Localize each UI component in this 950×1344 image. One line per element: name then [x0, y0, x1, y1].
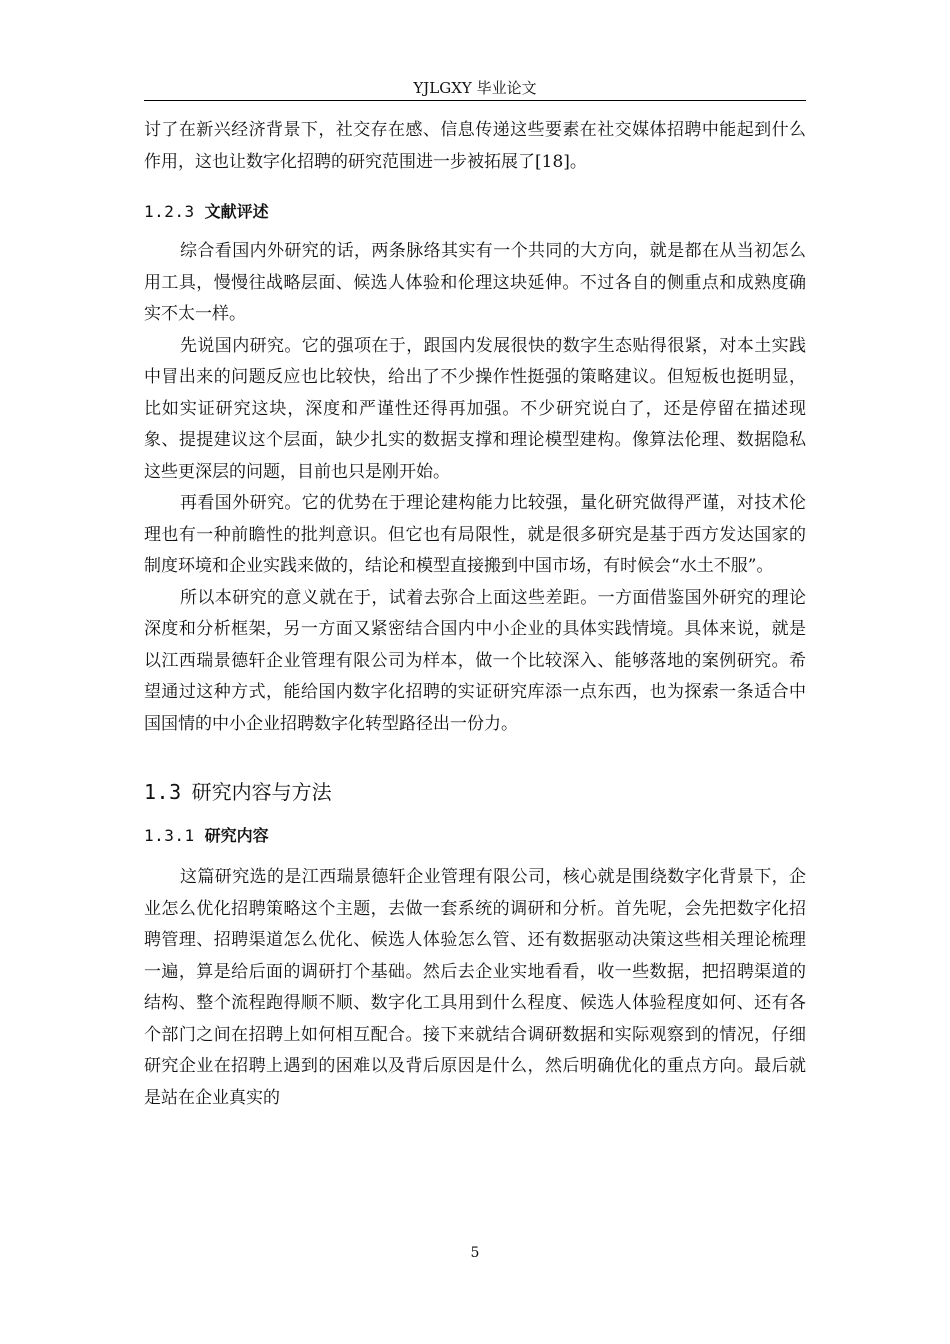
- section-number: 1.3.1: [144, 826, 195, 845]
- paragraph-review-significance: 所以本研究的意义就在于，试着去弥合上面这些差距。一方面借鉴国外研究的理论深度和分析框架，另一方面又紧密结合国内中小企业的具体实践情境。具体来说，就是以江西瑞景德轩企业管理有限公司为样本，做一个比较深入、能够落地的案例研究。希望通过这种方式，能给国内数字化招聘的实证研究库添一点东西，也为探索一条适合中国国情的中小企业招聘数字化转型路径出一份力。: [144, 587, 806, 734]
- section-title: 研究内容: [204, 826, 269, 845]
- paragraph-continued: 讨了在新兴经济背景下，社交存在感、信息传递这些要素在社交媒体招聘中能起到什么作用，这也让数字化招聘的研究范围进一步被拓展了[18]。: [144, 120, 806, 172]
- section-title: 文献评述: [204, 202, 269, 221]
- running-header-title: YJLGXY 毕业论文: [413, 79, 537, 97]
- section-number: 1.3: [144, 780, 182, 804]
- section-number: 1.2.3: [144, 202, 195, 221]
- header-rule: [144, 100, 806, 101]
- heading-1-3: [144, 778, 806, 806]
- heading-1-2-3: [144, 200, 806, 224]
- page-number: 5: [470, 1245, 480, 1261]
- paragraph-review-domestic: 先说国内研究。它的强项在于，跟国内发展很快的数字生态贴得很紧，对本土实践中冒出来的问题反应也比较快，给出了不少操作性挺强的策略建议。但短板也挺明显，比如实证研究这块，深度和严谨性还得再加强。不少研究说白了，还是停留在描述现象、提提建议这个层面，缺少扎实的数据支撑和理论模型建构。像算法伦理、数据隐私这些更深层的问题，目前也只是刚开始。: [144, 335, 806, 482]
- paragraph-research-content: 这篇研究选的是江西瑞景德轩企业管理有限公司，核心就是围绕数字化背景下，企业怎么优化招聘策略这个主题，去做一套系统的调研和分析。首先呢，会先把数字化招聘管理、招聘渠道怎么优化、候选人体验怎么管、还有数据驱动决策这些相关理论梳理一遍，算是给后面的调研打个基础。然后去企业实地看看，收一些数据，把招聘渠道的结构、整个流程跑得顺不顺、数字化工具用到什么程度、候选人体验程度如何、还有各个部门之间在招聘上如何相互配合。接下来就结合调研数据和实际观察到的情况，仔细研究企业在招聘上遇到的困难以及背后原因是什么，然后明确优化的重点方向。最后就是站在企业真实的: [144, 867, 806, 1108]
- paragraph-review-overview: 综合看国内外研究的话，两条脉络其实有一个共同的大方向，就是都在从当初怎么用工具，慢慢往战略层面、候选人体验和伦理这块延伸。不过各自的侧重点和成熟度确实不太一样。: [144, 241, 806, 324]
- section-title: 研究内容与方法: [191, 780, 332, 804]
- page-body: [144, 115, 806, 1114]
- heading-1-3-1: [144, 824, 806, 848]
- paragraph-review-foreign: 再看国外研究。它的优势在于理论建构能力比较强，量化研究做得严谨，对技术伦理也有一种前瞻性的批判意识。但它也有局限性，就是很多研究是基于西方发达国家的制度环境和企业实践来做的，结论和模型直接搬到中国市场，有时候会“水土不服”。: [144, 493, 806, 576]
